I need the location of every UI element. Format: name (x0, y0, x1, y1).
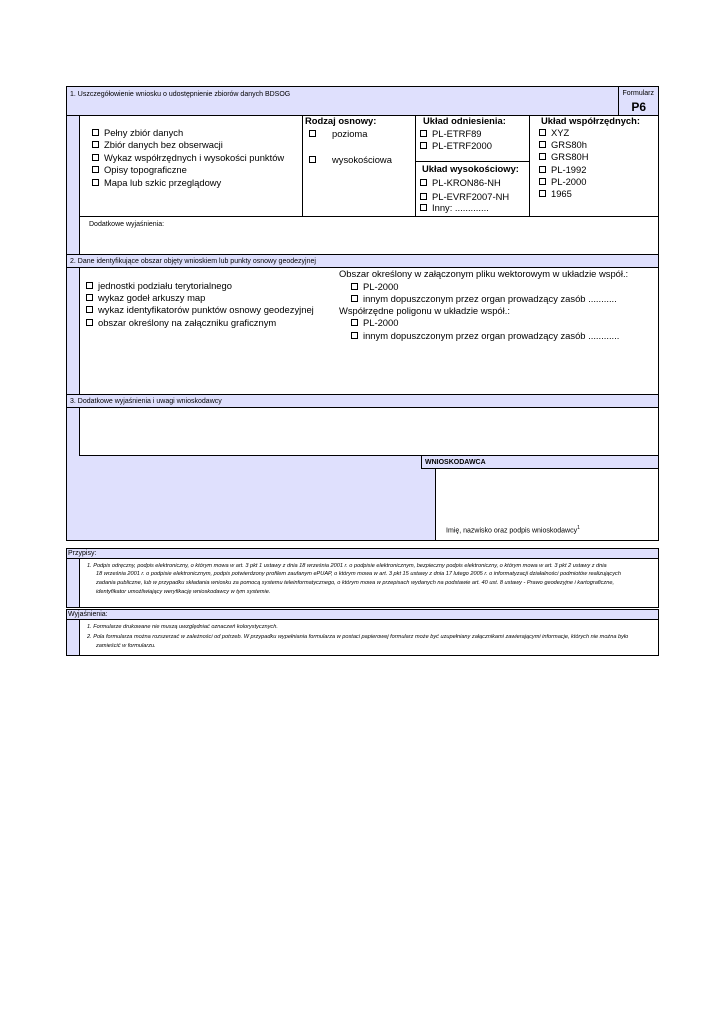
area-option[interactable]: wykaz identyfikatorów punktów osnowy geodezyjnej (86, 304, 314, 316)
applicant-heading: WNIOSKODAWCA (425, 459, 486, 466)
footnote-line: 1. Podpis odręczny, podpis elektroniczny, o którym mowa w art. 3 pkt 1 ustawy z dnia 18 września 2001 r. o podpisie elektronicznym, bezpieczny podpis elektroniczny, o którym mowa w art. 3 pkt 2 ustawy z dnia (87, 563, 607, 569)
checkbox[interactable] (92, 179, 99, 186)
divider (302, 115, 303, 217)
area-option[interactable]: jednostki podziału terytorialnego (86, 280, 232, 292)
checkbox[interactable] (351, 332, 358, 339)
checkbox[interactable] (539, 129, 546, 136)
dataset-option[interactable]: Zbiór danych bez obserwacji (92, 139, 223, 151)
reference-frame-heading: Układ odniesienia: (423, 115, 506, 126)
checkbox[interactable] (86, 319, 93, 326)
explanation-line: zamieścić w formularzu. (96, 643, 156, 649)
checkbox[interactable] (351, 283, 358, 290)
explanations-margin (66, 619, 80, 656)
network-type-heading: Rodzaj osnowy: (305, 115, 377, 126)
polygon-option[interactable]: PL-2000 (351, 317, 398, 329)
polygon-heading: Współrzędne poligonu w układzie współ.: (339, 305, 510, 316)
reference-frame-option[interactable]: PL-ETRF89 (420, 128, 482, 140)
coordinate-system-option[interactable]: XYZ (539, 127, 569, 139)
height-system-option[interactable]: PL-EVRF2007-NH (420, 191, 509, 203)
vector-file-option[interactable]: PL-2000 (351, 281, 398, 293)
footnote-line: 18 września 2001 r. o podpisie elektronicznym, podpis potwierdzony profilem zaufanym ePUAP, o którym mowa w art. 3 pkt 15 ustawy z dnia 17 lutego 2005 r. o informatyzacji działalności podmiotów realizujących (96, 571, 621, 577)
checkbox[interactable] (420, 142, 427, 149)
checkbox[interactable] (420, 204, 427, 211)
checkbox[interactable] (539, 153, 546, 160)
additional-explanations-field[interactable] (79, 216, 659, 255)
dataset-option[interactable]: Mapa lub szkic przeglądowy (92, 177, 221, 189)
section3-title: 3. Dodatkowe wyjaśnienia i uwagi wnioskodawcy (70, 398, 222, 405)
checkbox[interactable] (539, 178, 546, 185)
signature-label: Imię, nazwisko oraz podpis wnioskodawcy$^1$ (446, 525, 580, 535)
section2-title: 2. Dane identyfikujące obszar objęty wnioskiem lub punkty osnowy geodezyjnej (70, 258, 316, 265)
checkbox[interactable] (539, 190, 546, 197)
height-system-option[interactable]: PL-KRON86-NH (420, 177, 501, 189)
network-type-option[interactable]: pozioma (309, 128, 367, 140)
coordinate-system-option[interactable]: GRS80H (539, 151, 589, 163)
checkbox[interactable] (420, 130, 427, 137)
checkbox[interactable] (420, 179, 427, 186)
dataset-option[interactable]: Opisy topograficzne (92, 164, 187, 176)
applicant-signature-field[interactable] (435, 468, 659, 541)
checkbox[interactable] (92, 141, 99, 148)
dataset-option[interactable]: Wykaz współrzędnych i wysokości punktów (92, 152, 284, 164)
checkbox[interactable] (86, 294, 93, 301)
explanations-heading: Wyjaśnienia: (68, 611, 108, 618)
checkbox[interactable] (86, 306, 93, 313)
checkbox[interactable] (539, 141, 546, 148)
section1-title: 1. Uszczegółowienie wniosku o udostępnienie zbiorów danych BDSOG (70, 91, 291, 98)
section1-header (66, 86, 619, 116)
footnote-line: identyfikator umożliwiający weryfikację wnioskodawcy w tym systemie. (96, 589, 271, 595)
checkbox[interactable] (92, 154, 99, 161)
coordinate-system-option[interactable]: 1965 (539, 188, 572, 200)
network-type-option[interactable]: wysokościowa (309, 154, 392, 166)
checkbox[interactable] (86, 282, 93, 289)
checkbox[interactable] (351, 295, 358, 302)
section3-field[interactable] (79, 407, 659, 456)
explanation-line: 2. Pola formularza można rozszerzać w zależności od potrzeb. W przypadku wypełniania formularza w postaci papierowej formularz może być uzupełniany załącznikami zawierającymi informacje, których nie można było (87, 634, 629, 640)
additional-explanations-label: Dodatkowe wyjaśnienia: (89, 221, 165, 228)
coordinate-system-option[interactable]: PL-2000 (539, 176, 586, 188)
footnotes-body (79, 558, 659, 608)
section3-header (66, 394, 659, 408)
polygon-option[interactable]: innym dopuszczonym przez organ prowadzący zasób ............ (351, 330, 619, 342)
vector-file-heading: Obszar określony w załączonym pliku wektorowym w układzie współ.: (339, 268, 629, 279)
footnotes-margin (66, 558, 80, 608)
footnotes-heading: Przypisy: (68, 550, 97, 557)
area-option[interactable]: wykaz godeł arkuszy map (86, 292, 205, 304)
area-option[interactable]: obszar określony na załączniku graficznym (86, 317, 276, 329)
divider (529, 115, 530, 217)
checkbox[interactable] (92, 166, 99, 173)
divider (415, 115, 416, 217)
checkbox[interactable] (420, 193, 427, 200)
checkbox[interactable] (92, 129, 99, 136)
form-code: P6 (631, 100, 646, 114)
footnote-line: zadania publiczne, lub w przypadku składania wniosku za pomocą systemu teleinformatycznego, o którym mowa w przepisach wydanych na podstawie art. 40 ust. 8 ustawy - Prawo geodezyjne i kartograficzne, (96, 580, 614, 586)
section2-header (66, 254, 659, 268)
form-code-box (618, 86, 659, 116)
coordinate-system-heading: Układ współrzędnych: (541, 115, 640, 126)
height-system-heading: Układ wysokościowy: (422, 163, 519, 174)
explanation-line: 1. Formularze drukowane nie muszą uwzględniać oznaczeń kolorystycznych. (87, 624, 278, 630)
divider (415, 161, 529, 162)
applicant-header (421, 455, 659, 469)
explanations-body (79, 619, 659, 656)
vector-file-option[interactable]: innym dopuszczonym przez organ prowadzący zasób ........... (351, 293, 617, 305)
checkbox[interactable] (309, 130, 316, 137)
height-system-option[interactable]: Inny: ............. (420, 202, 489, 214)
form-label: Formularz (622, 90, 654, 97)
checkbox[interactable] (351, 319, 358, 326)
coordinate-system-option[interactable]: GRS80h (539, 139, 587, 151)
dataset-option[interactable]: Pełny zbiór danych (92, 127, 183, 139)
coordinate-system-option[interactable]: PL-1992 (539, 164, 586, 176)
reference-frame-option[interactable]: PL-ETRF2000 (420, 140, 492, 152)
checkbox[interactable] (309, 156, 316, 163)
checkbox[interactable] (539, 166, 546, 173)
